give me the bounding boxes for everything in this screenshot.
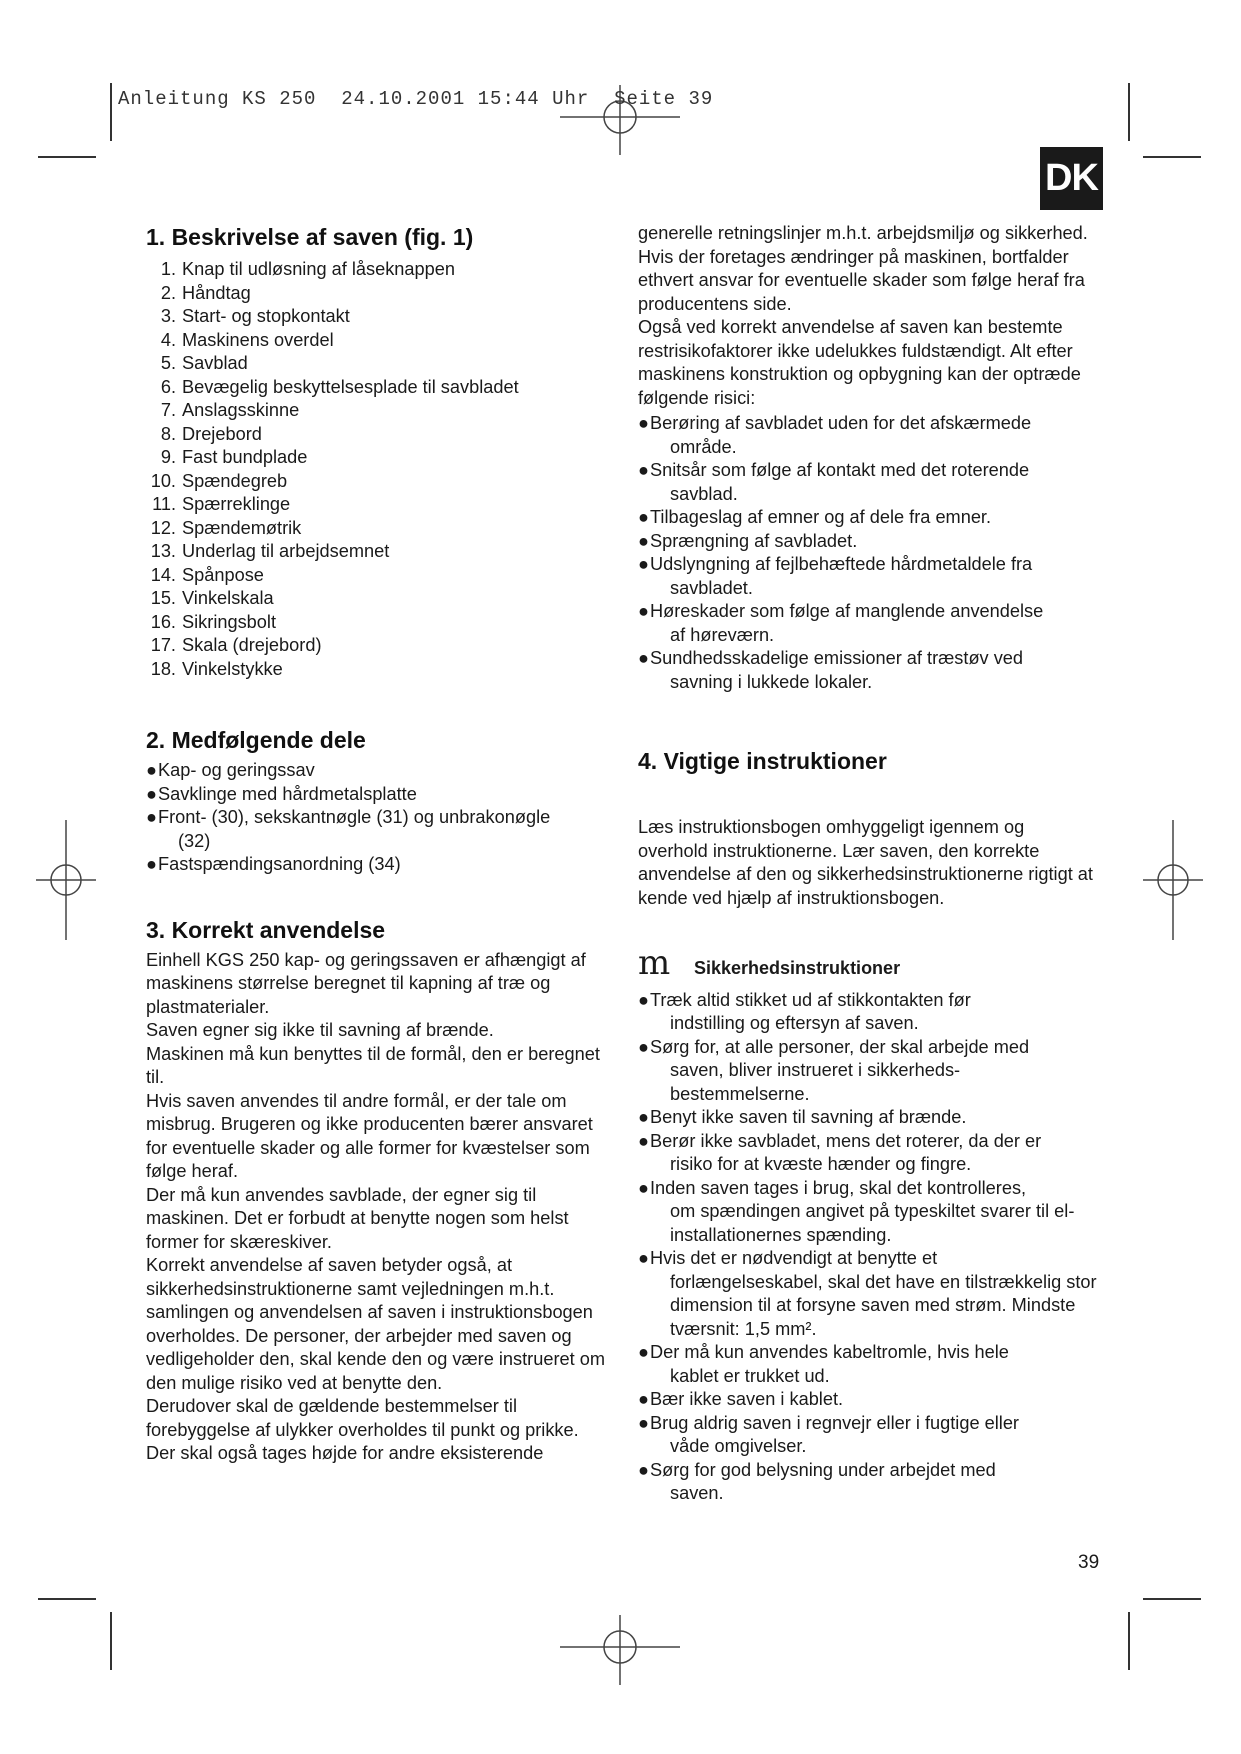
list-item: ● Benyt ikke saven til savning af brænde.	[638, 1107, 967, 1127]
list-item: ● Træk altid stikket ud af stikkontakten før indstilling og eftersyn af saven.	[638, 989, 971, 1033]
list-item: 5. Savblad	[160, 353, 248, 373]
safety-title: Sikkerhedsinstruktioner	[694, 958, 901, 978]
warning-symbol-icon: m	[638, 943, 671, 983]
list-item: ● Udslyngning af fejlbehæftede hårdmetaldele fra savbladet.	[638, 554, 1033, 598]
list-item: ● Kap- og geringssav	[146, 760, 315, 780]
list-item: ● Der må kun anvendes kabeltromle, hvis hele kablet er trukket ud.	[638, 1342, 1009, 1386]
list-item: 16. Sikringsbolt	[150, 611, 277, 632]
list-item: ● Sundhedsskadelige emissioner af træstøv ved savning i lukkede lokaler.	[638, 648, 1024, 692]
paragraph: Der skal også tages højde for andre eksisterende	[146, 1443, 544, 1463]
list-item: 4. Maskinens overdel	[160, 329, 334, 350]
paragraph: Einhell KGS 250 kap- og geringssaven er afhængigt af maskinens størrelse beregnet til kapning af træ og plastmaterialer.	[146, 949, 586, 1017]
parts-list	[146, 258, 608, 681]
list-item: ● Snitsår som følge af kontakt med det roterende savblad.	[638, 460, 1030, 504]
crop-mark-bottom-left-horizontal	[38, 1598, 96, 1600]
list-item: ● Front- (30), sekskantnøgle (31) og unbrakonøgle (32)	[146, 807, 551, 851]
list-item: 6. Bevægelig beskyttelsesplade til savbladet	[160, 376, 519, 397]
paragraph: Også ved korrekt anvendelse af saven kan bestemte restrisikofaktorer ikke udelukkes fuldstændigt. Alt efter maskinens konstruktion og opbygning kan der optræde følgende risici:	[638, 317, 1081, 408]
list-item: ● Berøring af savbladet uden for det afskærmede område.	[638, 413, 1032, 457]
list-item: 8. Drejebord	[160, 423, 262, 444]
list-item: 14. Spånpose	[150, 564, 264, 585]
crop-mark-top-left-horizontal	[38, 156, 96, 158]
list-item: ● Tilbageslag af emner og af dele fra emner.	[638, 507, 992, 527]
safety-list	[638, 989, 1098, 1506]
section2-title: 2. Medfølgende dele	[146, 727, 366, 753]
list-item: 11. Spærreklinge	[152, 494, 291, 514]
crop-mark-bottom-right-horizontal	[1143, 1598, 1201, 1600]
registration-mark-right	[1143, 820, 1203, 940]
language-badge: DK	[1040, 147, 1103, 210]
list-item: ● Sprængning af savbladet.	[638, 530, 858, 551]
crop-mark-bottom-left-vertical	[110, 1612, 112, 1670]
section4-title: 4. Vigtige instruktioner	[638, 748, 887, 774]
right-column	[638, 222, 1098, 1506]
list-item: 13. Underlag til arbejdsemnet	[150, 541, 390, 561]
section3-title: 3. Korrekt anvendelse	[146, 916, 386, 943]
paragraph: Korrekt anvendelse af saven betyder også, at sikkerhedsinstruktionerne samt vejledningen m.h.t. samlingen og anvendelsen af saven i instruktionsbogen overholdes. De personer, der arbejder med saven og vedligeholder den, skal kende den og være instrueret om den mulige risiko ved at benytte den.	[146, 1255, 606, 1393]
paragraph: Hvis der foretages ændringer på maskinen, bortfalder ethvert ansvar for eventuelle skader som følge heraf fra producentens side.	[638, 246, 1085, 314]
risk-list	[638, 412, 1098, 694]
list-item: ● Savklinge med hårdmetalsplatte	[146, 783, 417, 804]
page-number: 39	[1078, 1552, 1100, 1573]
list-item: ● Høreskader som følge af manglende anvendelse af høreværn.	[638, 601, 1044, 645]
list-item: ● Fastspændingsanordning (34)	[146, 854, 401, 874]
list-item: ● Sørg for, at alle personer, der skal arbejde med saven, bliver instrueret i sikkerheds-bestemmelserne.	[638, 1036, 1030, 1104]
list-item: 15. Vinkelskala	[150, 588, 274, 608]
list-item: ● Hvis det er nødvendigt at benytte et forlængelseskabel, skal det have en tilstrækkelig stor dimension til at forsyne saven med strøm. Mindste tværsnit: 1,5 mm².	[638, 1248, 1097, 1339]
crop-mark-top-right-vertical	[1128, 83, 1130, 141]
section4-intro: Læs instruktionsbogen omhyggeligt igennem og overhold instruktionerne. Lær saven, den korrekte anvendelse af den og sikkerhedsinstruktionerne rigtigt at kende ved hjælp af instruktionsbogen.	[638, 817, 1093, 908]
registration-mark-bottom	[560, 1615, 680, 1685]
list-item: 3. Start- og stopkontakt	[160, 306, 350, 326]
list-item: ● Brug aldrig saven i regnvejr eller i fugtige eller våde omgivelser.	[638, 1412, 1019, 1456]
section3-body	[146, 949, 608, 1466]
section1-title: 1. Beskrivelse af saven (fig. 1)	[146, 224, 474, 250]
list-item: 7. Anslagsskinne	[160, 400, 300, 420]
list-item: ● Berør ikke savbladet, mens det roterer, da der er risiko for at kvæste hænder og fingre.	[638, 1130, 1042, 1174]
list-item: 18. Vinkelstykke	[150, 658, 283, 679]
print-header: Anleitung KS 250 24.10.2001 15:44 Uhr Seite 39	[118, 88, 714, 110]
paragraph: Hvis saven anvendes til andre formål, er der tale om misbrug. Brugeren og ikke producenten bærer ansvaret for eventuelle skader og alle former for kvæstelser som følge heraf.	[146, 1090, 593, 1181]
list-item: 12. Spændemøtrik	[150, 517, 302, 538]
paragraph: Saven egner sig ikke til savning af brænde.	[146, 1020, 494, 1040]
list-item: ● Inden saven tages i brug, skal det kontrolleres, om spændingen angivet på typeskiltet svarer til el-installationernes spænding.	[638, 1177, 1075, 1245]
paragraph: Maskinen må kun benyttes til de formål, den er beregnet til.	[146, 1043, 600, 1087]
list-item: 2. Håndtag	[160, 282, 251, 303]
included-parts-list	[146, 759, 608, 877]
registration-mark-left	[36, 820, 96, 940]
left-column	[146, 222, 608, 1466]
list-item: 1. Knap til udløsning af låseknappen	[160, 259, 455, 279]
paragraph: Derudover skal de gældende bestemmelser til forebyggelse af ulykker overholdes til punkt og prikke.	[146, 1396, 579, 1440]
safety-heading	[638, 943, 1098, 983]
crop-mark-top-right-horizontal	[1143, 156, 1201, 158]
list-item: 9. Fast bundplade	[160, 447, 308, 467]
list-item: ● Bær ikke saven i kablet.	[638, 1389, 844, 1409]
paragraph: generelle retningslinjer m.h.t. arbejdsmiljø og sikkerhed.	[638, 223, 1088, 243]
list-item: 17. Skala (drejebord)	[150, 635, 322, 655]
list-item: 10. Spændegreb	[150, 470, 288, 491]
crop-mark-bottom-right-vertical	[1128, 1612, 1130, 1670]
paragraph: Der må kun anvendes savblade, der egner sig til maskinen. Det er forbudt at benytte nogen som helst former for skæreskiver.	[146, 1184, 569, 1252]
list-item: ● Sørg for god belysning under arbejdet med saven.	[638, 1459, 996, 1503]
crop-mark-top-left-vertical	[110, 83, 112, 141]
